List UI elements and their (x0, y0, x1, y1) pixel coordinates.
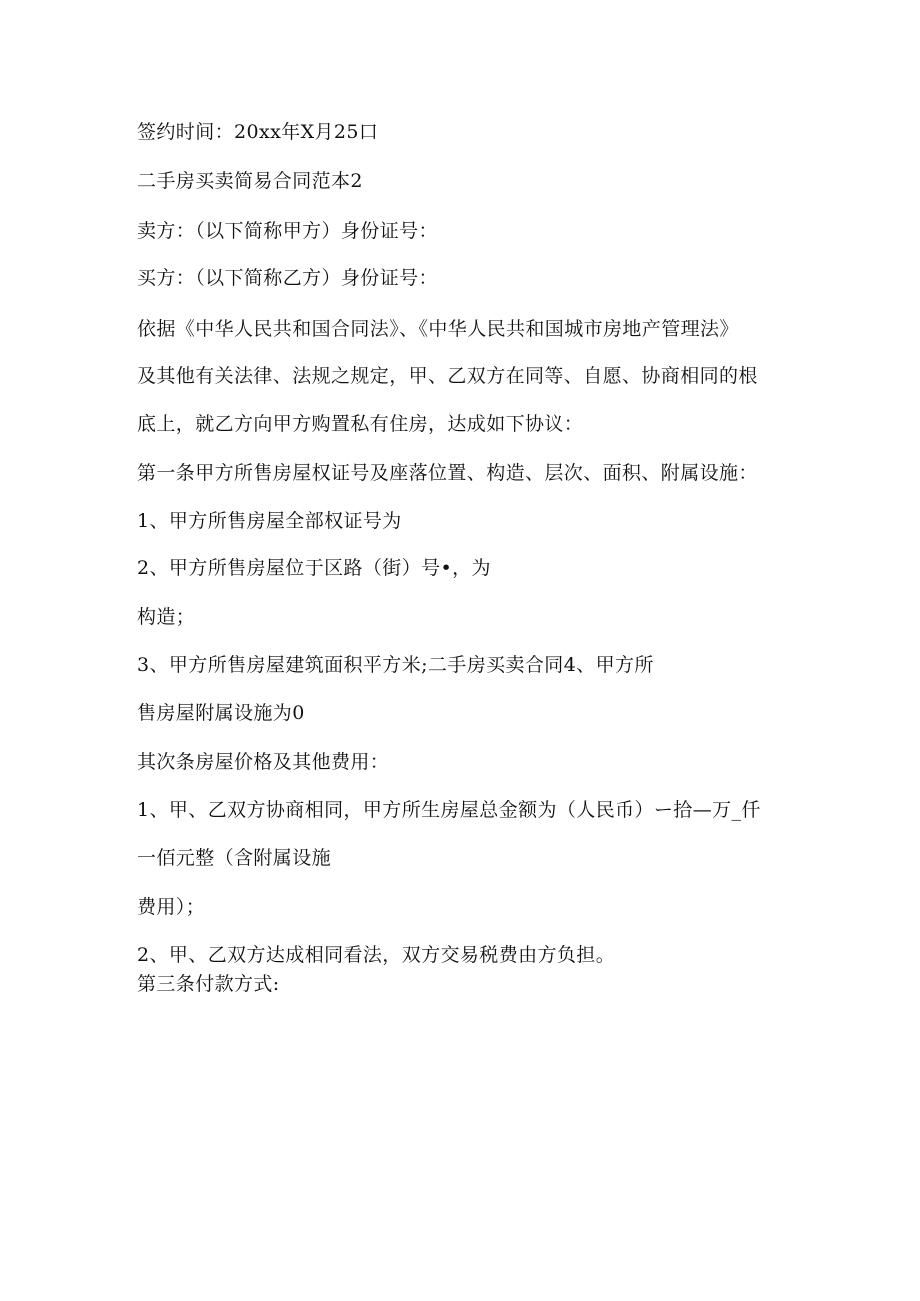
legal-basis-line-2: 及其他有关法律、法规之规定，甲、乙双方在同等、自愿、协商相同的根 (137, 365, 758, 387)
article-1-item-2-cont: 构造； (137, 606, 196, 628)
article-2-item-1-cont: 一佰元整（含附属设施 (137, 847, 332, 869)
contract-title: 二手房买卖简易合同范本2 (137, 170, 363, 192)
article-2-heading: 其次条房屋价格及其他费用： (137, 751, 390, 773)
legal-basis-line-3: 底上，就乙方向甲方购置私有住房，达成如下协议： (137, 413, 584, 435)
article-1-item-3: 3、甲方所售房屋建筑面积平方米;二手房买卖合同4、甲方所 (137, 654, 654, 676)
signing-date-line: 签约时间：20xx年X月25口 (137, 121, 379, 143)
article-1-heading: 第一条甲方所售房屋权证号及座落位置、构造、层次、面积、附属设施： (137, 462, 758, 484)
article-1-item-1: 1、甲方所售房屋全部权证号为 (137, 510, 402, 532)
article-1-item-2: 2、甲方所售房屋位于区路（街）号•，为 (137, 557, 491, 579)
article-2-item-2: 2、甲、乙双方达成相同看法，双方交易税费由方负担。 (137, 944, 616, 966)
buyer-line: 买方：（以下简称乙方）身份证号： (137, 267, 438, 289)
article-1-item-4-cont: 售房屋附属设施为0 (137, 702, 305, 724)
legal-basis-line-1: 依据《中华人民共和国合同法》、《中华人民共和国城市房地产管理法》 (137, 318, 739, 340)
article-2-item-1: 1、甲、乙双方协商相同，甲方所生房屋总金额为（人民币）ー拾—万_仟 (137, 799, 761, 821)
article-3-heading: 第三条付款方式: (137, 973, 280, 995)
article-2-item-1-end: 费用）； (137, 896, 206, 918)
seller-line: 卖方：（以下简称甲方）身份证号： (137, 220, 438, 242)
